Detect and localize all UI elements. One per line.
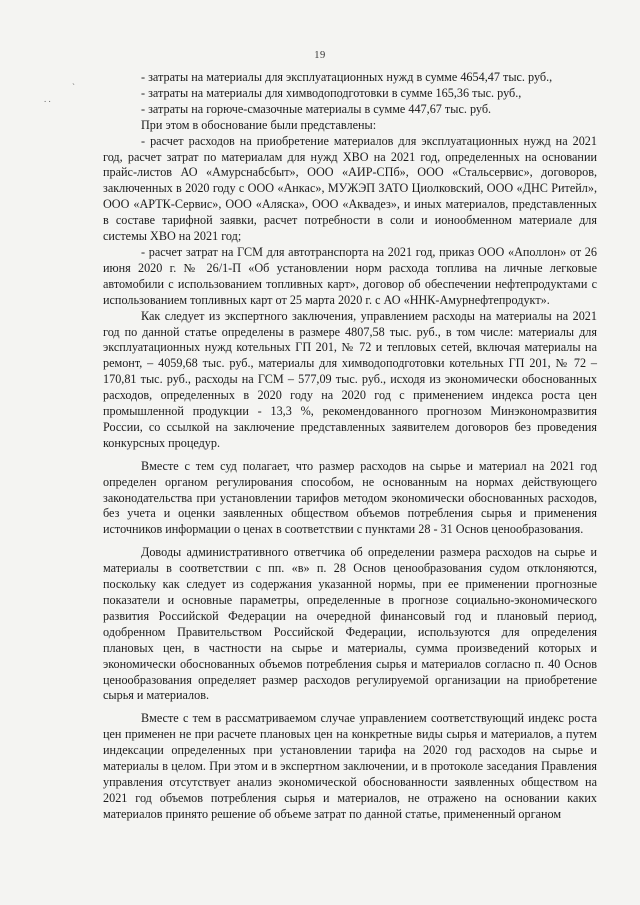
- document-body: [103, 70, 597, 823]
- page-number: 19: [314, 50, 326, 61]
- paragraph: Вместе с тем в рассматриваемом случае управлением соответствующий индекс роста цен применен не при расчете плановых цен на конкретные виды сырья и материалов, а путем индексации определенных при установлении тарифа на 2020 год расходов на сырье и материалы в целом. При этом и в экспертном заключении, и в протоколе заседания Правления управления отсутствует анализ экономической обоснованности заявленных обществом на 2021 год объемов потребления сырья и материалов, не отражено на основании каких материалов принято решение об объеме затрат по данной статье, примененный органом: [103, 711, 597, 821]
- paragraph: - затраты на материалы для эксплуатационных нужд в сумме 4654,47 тыс. руб.,: [141, 70, 553, 84]
- paragraph: - расчет затрат на ГСМ для автотранспорта на 2021 год, приказ ООО «Аполлон» от 26 июня 2020 г. № 26/1-П «Об установлении норм расхода топлива на личные легковые автомобили с использованием топливных карт», договор об обеспечении нефтепродуктами с использованием топливных карт от 25 марта 2020 г. с АО «ННК-Амурнефтепродукт».: [103, 244, 597, 307]
- paragraph: Доводы административного ответчика об определении размера расходов на сырье и материалы в соответствии с пп. «в» п. 28 Основ ценообразования судом отклоняются, поскольку как следует из содержания указанной нормы, при ее применении прогнозные показатели и основные параметры, определенные в прогнозе социально-экономического развития Российской Федерации на очередной финансовый год и плановый период, одобренном Правительством Российской Федерации, используются для определения плановых цен, в частности на сырье и материалы, сумма произведений которых и экономически обоснованных объемов потребления сырья и материалов согласно п. 40 Основ ценообразования определяет размер расходов регулируемой организации на приобретение сырья и материалов.: [103, 545, 597, 703]
- paragraph: - затраты на горюче-смазочные материалы в сумме 447,67 тыс. руб.: [141, 101, 492, 116]
- paragraph: - расчет расходов на приобретение материалов для эксплуатационных нужд на 2021 год, расчет затрат по материалам для нужд ХВО на 2021 год, определенных на основании прайс-листов АО «Амурснабсбыт», ООО «АИР-СПб», ООО «Стальсервис», договоров, заключенных в 2020 году с ООО «Анкас», МУЖЭП ЗАТО Циолковский, ООО «ДНС Ритейл», ООО «АРТК-Сервис», ООО «Аляска», ООО «Аквадез», и иных материалов, представленных в составе тарифной заявки, расчет потребности в соли и ионообменном материале для системы ХВО на 2021 год;: [103, 133, 597, 244]
- paragraph: - затраты на материалы для химводоподготовки в сумме 165,36 тыс. руб.,: [141, 85, 522, 100]
- paragraph: Вместе с тем суд полагает, что размер расходов на сырье и материал на 2021 год определен органом регулирования способом, не основанным на нормах действующего законодательства при установлении тарифов методом экономически обоснованных расходов, без учета и оценки заявленных обществом объемов потребления сырья и применения источников информации о ценах в соответствии с пунктами 28 - 31 Основ ценообразования.: [103, 458, 597, 537]
- paragraph: Как следует из экспертного заключения, управлением расходы на материалы на 2021 год по данной статье определены в размере 4807,58 тыс. руб., в том числе: материалы для эксплуатационных нужд котельных ГП 201, № 72 и тепловых сетей, включая материалы на ремонт, – 4059,68 тыс. руб., материалы для химводоподготовки котельных ГП 201, № 72 – 170,81 тыс. руб., расходы на ГСМ – 577,09 тыс. руб., исходя из экономически обоснованных расходов, определенных в 2020 году на 2020 год с применением индекса роста цен промышленной продукции - 13,3 %, рекомендованного прогнозом Минэкономразвития России, со ссылкой на заключение представленных заявителем договоров без проведения конкурсных процедур.: [103, 308, 597, 450]
- margin-mark: `: [72, 82, 75, 92]
- margin-mark: . .: [44, 94, 51, 104]
- paragraph: При этом в обоснование были представлены:: [141, 117, 377, 132]
